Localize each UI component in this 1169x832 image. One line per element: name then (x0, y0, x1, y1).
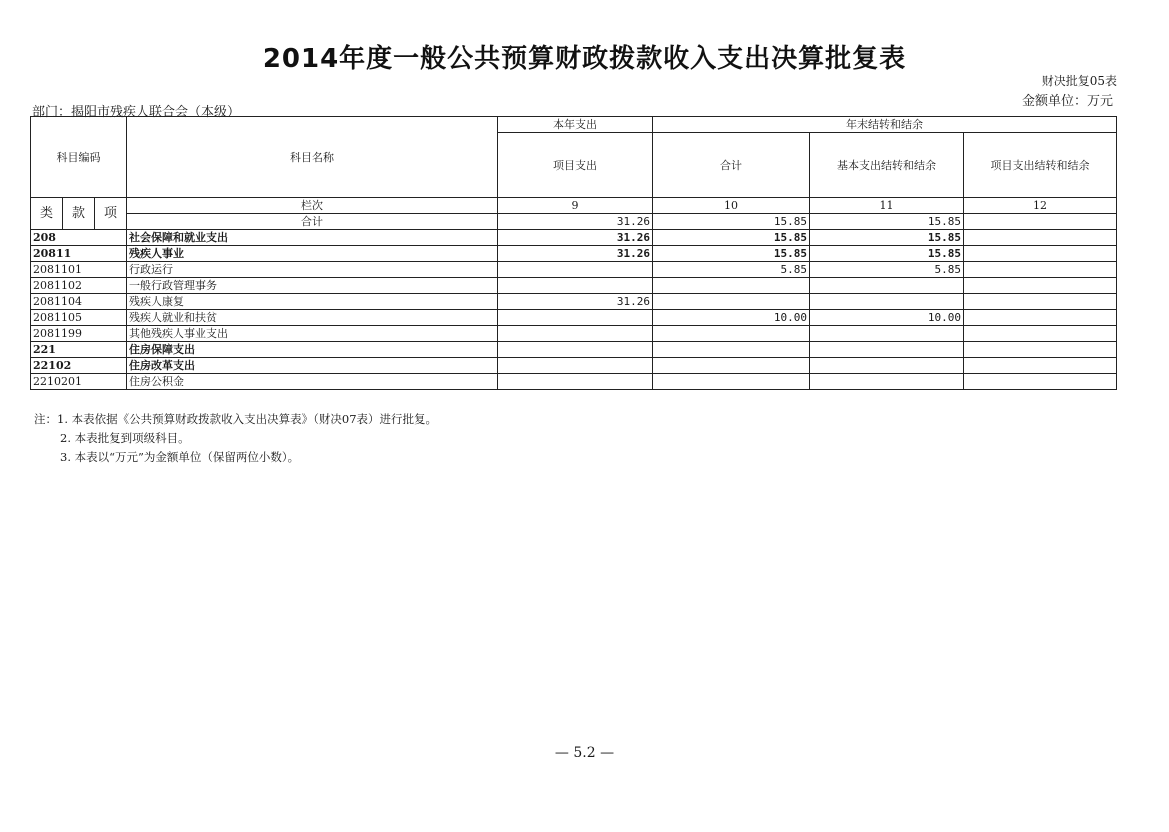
row-name: 一般行政管理事务 (127, 278, 498, 294)
header-lei: 类 (31, 198, 63, 230)
table-row (31, 326, 1117, 342)
table-row (31, 262, 1117, 278)
column-10: 10 (653, 198, 810, 214)
header-row-1 (31, 117, 1117, 133)
header-code: 科目编码 (31, 117, 127, 198)
page-number: — 5.2 — (554, 745, 615, 761)
sum-total: 15.85 (653, 214, 810, 230)
row-code: 221 (31, 342, 127, 358)
row-total (653, 342, 810, 358)
row-basic-carryover (810, 278, 964, 294)
sum-label: 合计 (127, 214, 498, 230)
row-total (653, 278, 810, 294)
table-row (31, 278, 1117, 294)
row-basic-carryover: 5.85 (810, 262, 964, 278)
row-code: 22102 (31, 358, 127, 374)
row-project-expenditure (498, 358, 653, 374)
table-row (31, 374, 1117, 390)
header-total: 合计 (653, 133, 810, 198)
row-code: 2081105 (31, 310, 127, 326)
row-basic-carryover (810, 326, 964, 342)
row-total (653, 294, 810, 310)
approval-table (30, 116, 1117, 390)
row-code: 20811 (31, 246, 127, 262)
row-code: 2210201 (31, 374, 127, 390)
row-basic-carryover (810, 342, 964, 358)
row-total: 15.85 (653, 246, 810, 262)
row-project-carryover (964, 294, 1117, 310)
row-code: 2081101 (31, 262, 127, 278)
row-project-expenditure (498, 374, 653, 390)
row-project-carryover (964, 310, 1117, 326)
row-name: 残疾人康复 (127, 294, 498, 310)
amount-unit: 金额单位：万元 (1021, 94, 1113, 109)
table-row (31, 230, 1117, 246)
row-project-expenditure: 31.26 (498, 230, 653, 246)
header-xiang: 项 (95, 198, 127, 230)
row-basic-carryover (810, 294, 964, 310)
row-project-expenditure (498, 342, 653, 358)
row-total: 5.85 (653, 262, 810, 278)
row-total (653, 326, 810, 342)
footnote-3: 3. 本表以“万元”为金额单位（保留两位小数）。 (60, 450, 300, 464)
row-basic-carryover (810, 358, 964, 374)
column-9: 9 (498, 198, 653, 214)
row-project-carryover (964, 262, 1117, 278)
row-project-carryover (964, 342, 1117, 358)
row-name: 住房公积金 (127, 374, 498, 390)
header-year-end: 年末结转和结余 (653, 117, 1117, 133)
row-name: 住房改革支出 (127, 358, 498, 374)
row-name: 住房保障支出 (127, 342, 498, 358)
row-total: 15.85 (653, 230, 810, 246)
row-name: 残疾人就业和扶贫 (127, 310, 498, 326)
row-basic-carryover: 15.85 (810, 246, 964, 262)
row-name: 残疾人事业 (127, 246, 498, 262)
row-code: 2081104 (31, 294, 127, 310)
row-name: 行政运行 (127, 262, 498, 278)
table-row (31, 358, 1117, 374)
table-row (31, 310, 1117, 326)
row-basic-carryover: 15.85 (810, 230, 964, 246)
row-project-expenditure (498, 278, 653, 294)
header-current-year: 本年支出 (498, 117, 653, 133)
row-project-carryover (964, 230, 1117, 246)
footnotes (34, 410, 437, 467)
row-project-expenditure (498, 262, 653, 278)
row-code: 208 (31, 230, 127, 246)
header-kuan: 款 (63, 198, 95, 230)
column-11: 11 (810, 198, 964, 214)
sum-row (31, 214, 1117, 230)
row-project-carryover (964, 278, 1117, 294)
row-name: 社会保障和就业支出 (127, 230, 498, 246)
row-project-expenditure: 31.26 (498, 246, 653, 262)
row-project-expenditure (498, 326, 653, 342)
column-order-label: 栏次 (127, 198, 498, 214)
row-project-expenditure (498, 310, 653, 326)
header-project-carryover: 项目支出结转和结余 (964, 133, 1117, 198)
page-title: 2014年度一般公共预算财政拨款收入支出决算批复表 (262, 44, 907, 74)
header-project-expenditure: 项目支出 (498, 133, 653, 198)
footnote-1: 注：1. 本表依据《公共预算财政拨款收入支出决算表》（财决07表）进行批复。 (34, 412, 438, 426)
table-row (31, 342, 1117, 358)
form-number: 财决批复05表 (1041, 74, 1117, 88)
header-name: 科目名称 (127, 117, 498, 198)
row-total (653, 374, 810, 390)
column-12: 12 (964, 198, 1117, 214)
row-project-carryover (964, 374, 1117, 390)
row-basic-carryover: 10.00 (810, 310, 964, 326)
column-order-row (31, 198, 1117, 214)
row-total: 10.00 (653, 310, 810, 326)
row-code: 2081102 (31, 278, 127, 294)
row-code: 2081199 (31, 326, 127, 342)
table-row (31, 246, 1117, 262)
row-project-carryover (964, 326, 1117, 342)
row-basic-carryover (810, 374, 964, 390)
row-total (653, 358, 810, 374)
row-name: 其他残疾人事业支出 (127, 326, 498, 342)
sum-project-expenditure: 31.26 (498, 214, 653, 230)
row-project-carryover (964, 358, 1117, 374)
row-project-carryover (964, 246, 1117, 262)
department-label: 部门：揭阳市残疾人联合会（本级） (32, 105, 241, 120)
sum-basic-carryover: 15.85 (810, 214, 964, 230)
row-project-expenditure: 31.26 (498, 294, 653, 310)
header-basic-carryover: 基本支出结转和结余 (810, 133, 964, 198)
table-row (31, 294, 1117, 310)
sum-project-carryover (964, 214, 1117, 230)
footnote-2: 2. 本表批复到项级科目。 (60, 431, 190, 445)
